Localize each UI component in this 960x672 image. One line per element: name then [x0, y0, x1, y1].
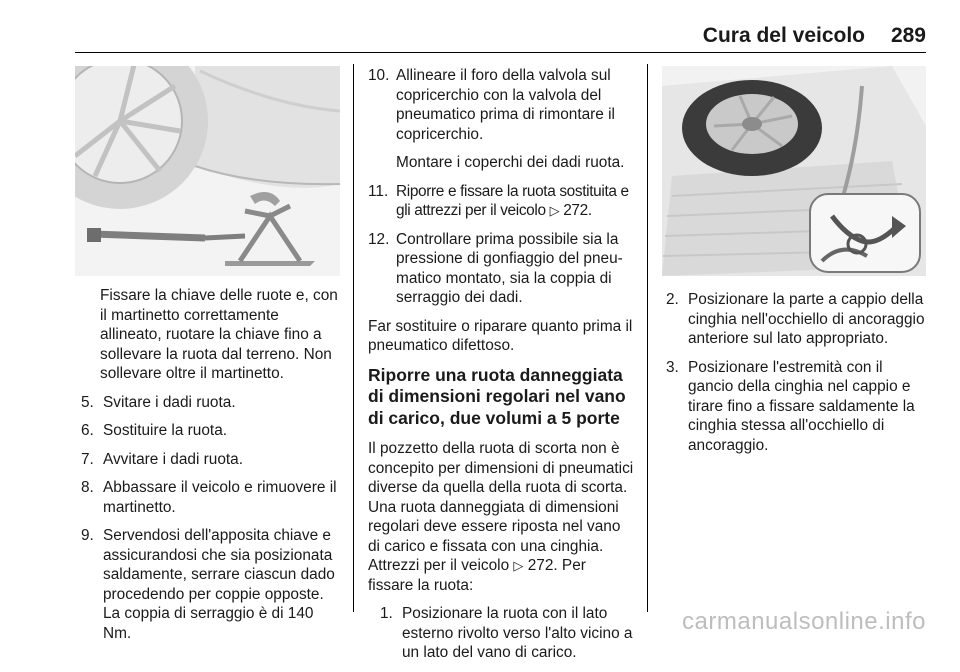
section-body-text: Il pozzetto della ruota di scorta non è concepito per dimensioni di pneumatici diverse da quella della ruota di scorta. Una ruota danneggiata di dimensioni regolari deve essere riposta nel vano di carico e fissata con una cinghia. Attrezzi per il veicolo	[368, 440, 634, 574]
step-text: Posizionare la ruota con il lato esterno rivolto verso l'alto vicino a un lato del vano di carico.	[402, 605, 633, 661]
column-divider-right	[647, 64, 648, 612]
page-ref-icon: ▷	[513, 558, 524, 573]
step-text: Avvitare i dadi ruota.	[103, 450, 244, 468]
step-number: 11.	[368, 182, 389, 200]
header-rule	[75, 52, 926, 53]
middle-column	[368, 66, 634, 672]
step-number: 12.	[368, 230, 390, 248]
car-jack-drawing	[75, 66, 340, 276]
step-text: Posizionare la parte a cappio della cinghia nell'occhiello di ancoraggio anteriore sul lato appropriato.	[688, 291, 925, 347]
cargo-illustration	[662, 66, 926, 276]
step-text: Svitare i dadi ruota.	[103, 393, 236, 411]
step-number: 9.	[81, 527, 94, 544]
step-text-wrap	[396, 182, 634, 221]
cargo-wheel-drawing	[662, 66, 926, 276]
step-text: Abbassare il veicolo e rimuovere il martinetto.	[103, 479, 337, 516]
list-item-step-12	[368, 230, 634, 308]
list-item-step-9	[75, 526, 340, 643]
step-text: Posizionare l'estremità con il gancio della cinghia nel cappio e tirare fino a fissare saldamente la cinghia stessa all'occhiello di ancoraggio.	[688, 358, 915, 454]
step-10-extra: Montare i coperchi dei dadi ruota.	[396, 154, 625, 171]
step-number: 5.	[81, 393, 94, 411]
column-divider-left	[353, 64, 354, 612]
step-number: 3.	[666, 358, 679, 376]
step-number: 10.	[368, 67, 390, 84]
repair-note: Far sostituire o riparare quanto prima il pneumatico difettoso.	[368, 317, 633, 354]
watermark: carmanualsonline.info	[682, 608, 926, 635]
page-number: 289	[890, 24, 926, 47]
list-item-step-3	[662, 358, 926, 456]
list-item-step-7	[75, 450, 340, 470]
step-text: Controllare prima possibile sia la pressione di gonfiaggio del pneumatico montato, sia la coppia di serraggio dei dadi.	[396, 230, 623, 306]
list-item-step-2	[662, 290, 926, 349]
step-number: 8.	[81, 479, 94, 496]
step-text: Allineare il foro della valvola sul copricerchio con la valvola del pneumatico prima di rimontare il copricerchio.	[396, 67, 615, 143]
jack-caption: Fissare la chiave delle ruote e, con il martinetto correttamente allineato, ruotare la chiave fino a sollevare la ruota dal terreno. Non sollevare oltre il martinetto.	[100, 287, 338, 382]
list-item-substep-1	[368, 604, 634, 663]
step-number: 7.	[81, 450, 94, 468]
section-body	[368, 439, 634, 595]
step-text: Riporre e fissare la ruota sostituita e gli attrezzi per il veicolo	[396, 182, 629, 219]
list-item-step-6	[75, 421, 340, 441]
section-body-ref: 272. Per fissare la ruota:	[368, 557, 586, 594]
list-item-step-10	[368, 66, 634, 144]
step-number: 2.	[666, 291, 679, 308]
step-number: 1.	[380, 605, 393, 622]
step-number: 6.	[81, 422, 94, 439]
list-item-step-8	[75, 478, 340, 517]
page-ref-icon: ▷	[549, 203, 560, 218]
section-heading: Riporre una ruota danneggiata di dimensioni regolari nel vano di carico, due volumi a 5 porte	[368, 364, 626, 428]
step-text: Servendosi dell'apposita chiave e assicurandosi che sia posizionata saldamente, serrare ciascun dado procedendo per coppie opposte. La coppia di serraggio è di 140 Nm.	[103, 527, 335, 642]
jack-illustration	[75, 66, 340, 276]
page-header-title: Cura del veicolo	[702, 24, 865, 47]
right-column	[662, 66, 926, 464]
list-item-step-11	[368, 182, 634, 221]
left-column	[75, 66, 340, 652]
page-reference: 272.	[563, 202, 592, 219]
step-text: Sostituire la ruota.	[103, 422, 228, 439]
list-item-step-5	[75, 393, 340, 413]
